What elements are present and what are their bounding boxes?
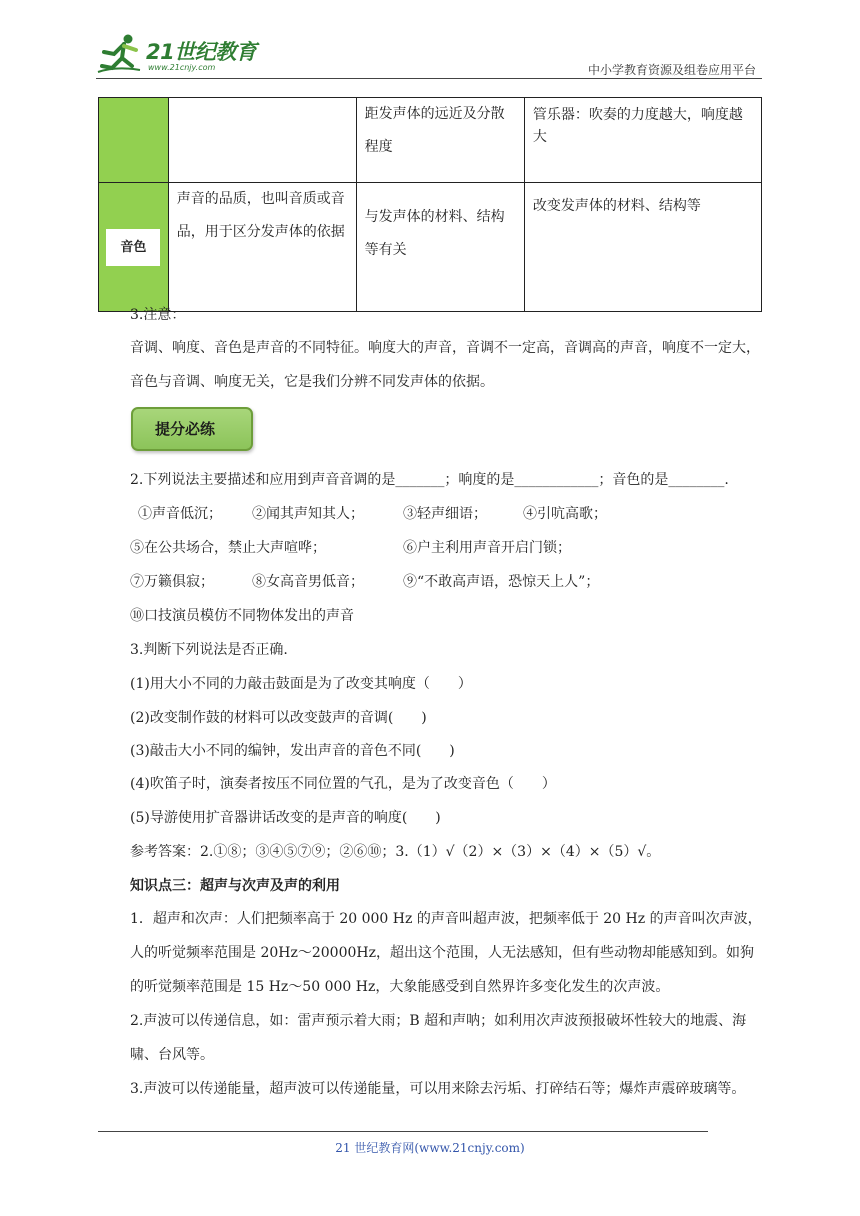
kp3-paragraph: 3.声波可以传递能量，超声波可以传递能量，可以用来除去污垢、打碎结石等；爆炸声震碎玻璃等。 — [130, 1081, 746, 1097]
q3-item: (1)用大小不同的力敲击鼓面是为了改变其响度（ ） — [130, 676, 472, 692]
kp3-paragraph — [130, 902, 762, 1004]
note-title: 3.注意： — [130, 307, 186, 323]
table-cell — [168, 98, 356, 183]
q3-item: (4)吹笛子时，演奏者按压不同位置的气孔，是为了改变音色（ ） — [130, 776, 556, 792]
q2-option: ⑤在公共场合，禁止大声喧哗； — [130, 540, 326, 556]
platform-title: 中小学教育资源及组卷应用平台 — [587, 63, 756, 77]
section-label-text: 提分必练 — [155, 420, 216, 438]
answer-text: 参考答案：2.①⑧；③④⑤⑦⑨；②⑥⑩；3.（1）√（2）×（3）×（4）×（5）√。 — [130, 844, 661, 860]
knowledge-table — [98, 97, 762, 312]
note-body: 音调、响度、音色是声音的不同特征。响度大的声音，音调不一定高，音调高的声音，响度不一定大，音色与音调、响度无关，它是我们分辨不同发声体的依据。 — [130, 340, 760, 390]
section-heading: 知识点三：超声与次声及声的利用 — [130, 878, 340, 894]
q2-option: ⑥户主利用声音开启门锁； — [403, 540, 571, 556]
row-label-cell — [99, 183, 169, 312]
table-cell: 管乐器：吹奏的力度越大，响度越大 — [524, 98, 761, 183]
footer-text: 21 世纪教育网(www.21cnjy.com) — [335, 1141, 525, 1155]
q3-item: (2)改变制作鼓的材料可以改变鼓声的音调( ) — [130, 710, 427, 726]
row-label-cell — [99, 98, 169, 183]
table-cell: 声音的品质，也叫音质或音品，用于区分发声体的依据 — [168, 183, 356, 312]
table-cell: 与发声体的材料、结构等有关 — [356, 183, 524, 312]
q3-item: (3)敲击大小不同的编钟，发出声音的音色不同( ) — [130, 743, 455, 759]
q2-option: ④引吭高歌； — [523, 506, 607, 522]
q2-stem: 2.下列说法主要描述和应用到声音音调的是_______；响度的是____________；音色的是________. — [130, 472, 729, 488]
site-logo — [96, 32, 266, 76]
q2-option: ⑦万籁俱寂； — [130, 574, 214, 590]
q2-option: ⑧女高音男低音； — [252, 574, 364, 590]
q3-item: (5)导游使用扩音器讲话改变的是声音的响度( ) — [130, 810, 441, 826]
q2-option: ②闻其声知其人； — [252, 506, 364, 522]
footer-divider — [98, 1131, 708, 1132]
header-divider — [96, 78, 762, 79]
kp3-paragraph: 2.声波可以传递信息，如：雷声预示着大雨；B 超和声呐；如利用次声波预报破坏性较大的地震、海啸、台风等。 — [130, 1013, 747, 1063]
table-row — [99, 183, 762, 312]
q2-option: ①声音低沉； — [138, 506, 222, 522]
q2-option: ⑩口技演员模仿不同物体发出的声音 — [130, 608, 354, 624]
section-label-practice — [131, 407, 253, 451]
q3-stem: 3.判断下列说法是否正确. — [130, 642, 288, 658]
table-row — [99, 98, 762, 183]
q2-option: ⑨“不敢高声语，恐惊天上人”； — [403, 574, 600, 590]
page-header — [96, 32, 762, 78]
table-cell: 改变发声体的材料、结构等 — [524, 183, 761, 312]
row-label-timbre: 音色 — [106, 229, 160, 266]
kp3-paragraph-text: 1．超声和次声：人们把频率高于 20 000 Hz 的声音叫超声波，把频率低于 20 Hz 的声音叫次声波，人的听觉频率范围是 20Hz～20000Hz，超出这个范围，人无法感知，但有些动物却能感知到。如狗的听觉频率范围是 15 Hz～50 000 Hz，大象能感受到自然界许多变化发生的次声波。 — [130, 911, 762, 995]
runner-logo-icon — [96, 32, 146, 76]
table-cell: 距发声体的远近及分散程度 — [356, 98, 524, 183]
q2-option: ③轻声细语； — [403, 506, 487, 522]
logo-brand-text: 21世纪教育 — [146, 40, 257, 64]
logo-url-text: www.21cnjy.com — [148, 63, 216, 72]
